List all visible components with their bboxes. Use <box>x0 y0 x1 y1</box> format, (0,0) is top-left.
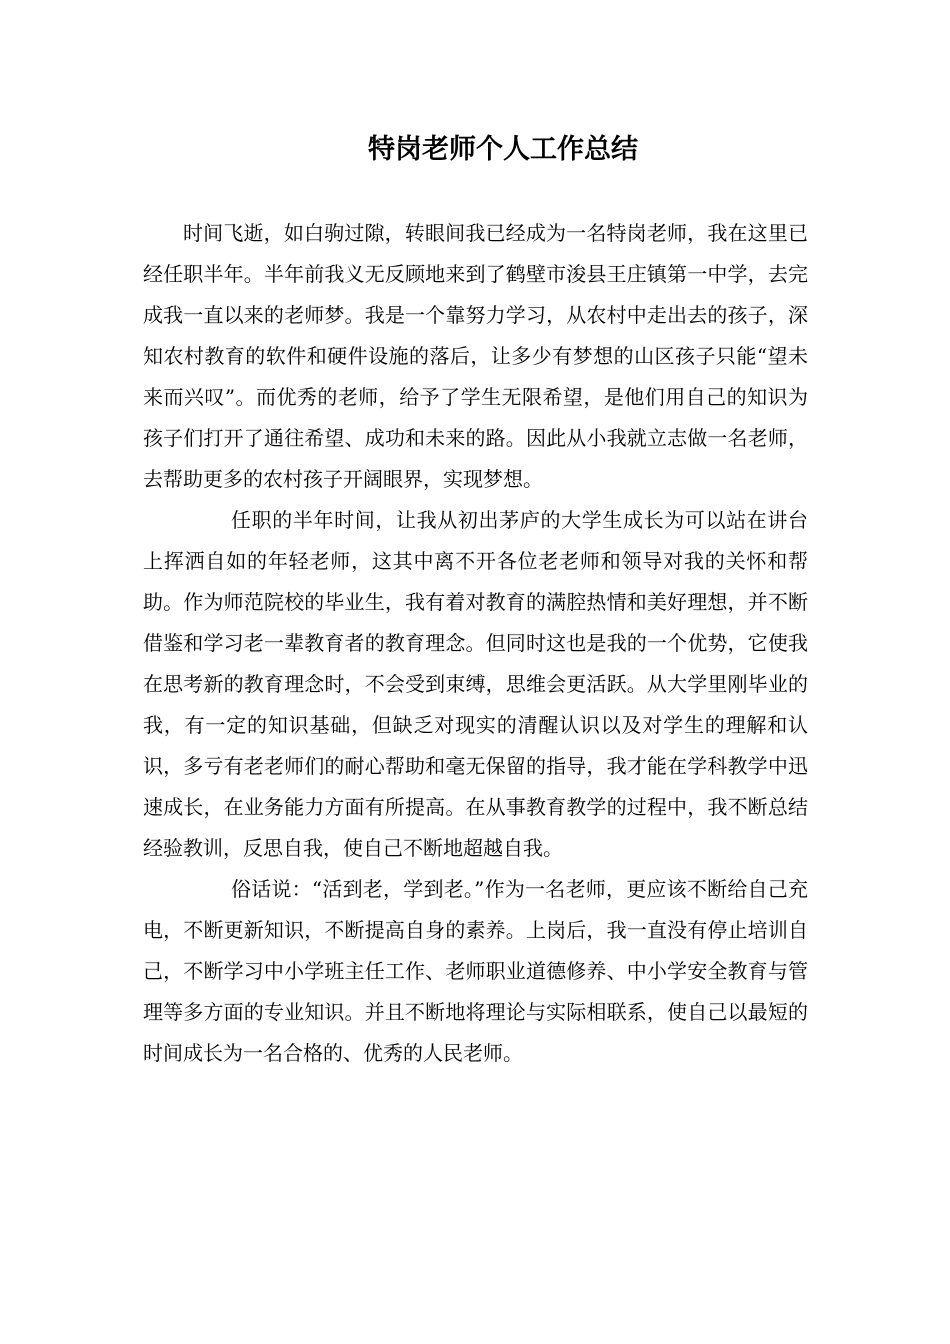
paragraph-intro: 时间飞逝，如白驹过隙，转眼间我已经成为一名特岗老师，我在这里已经任职半年。半年前我义无反顾地来到了鹤壁市浚县王庄镇第一中学，去完成我一直以来的老师梦。我是一个靠努力学习，从农村中走出去的孩子，深知农村教育的软件和硬件设施的落后，让多少有梦想的山区孩子只能“望未来而兴叹”。而优秀的老师，给予了学生无限希望，是他们用自己的知识为孩子们打开了通往希望、成功和未来的路。因此从小我就立志做一名老师，去帮助更多的农村孩子开阔眼界，实现梦想。 <box>143 221 808 491</box>
document-title: 特岗老师个人工作总结 <box>368 134 638 165</box>
paragraph-learning: 俗话说：“活到老，学到老。”作为一名老师，更应该不断给自己充电，不断更新知识，不断提高自身的素养。上岗后，我一直没有停止培训自己，不断学习中小学班主任工作、老师职业道德修养、中小学安全教育与管理等多方面的专业知识。并且不断地将理论与实际相联系，使自己以最短的时间成长为一名合格的、优秀的人民老师。 <box>143 877 808 1065</box>
paragraph-growth: 任职的半年时间，让我从初出茅庐的大学生成长为可以站在讲台上挥洒自如的年轻老师，这其中离不开各位老老师和领导对我的关怀和帮助。作为师范院校的毕业生，我有着对教育的满腔热情和美好理想，并不断借鉴和学习老一辈教育者的教育理念。但同时这也是我的一个优势，它使我在思考新的教育理念时，不会受到束缚，思维会更活跃。从大学里刚毕业的我，有一定的知识基础，但缺乏对现实的清醒认识以及对学生的理解和认识，多亏有老老师们的耐心帮助和毫无保留的指导，我才能在学科教学中迅速成长，在业务能力方面有所提高。在从事教育教学的过程中，我不断总结经验教训，反思自我，使自己不断地超越自我。 <box>143 508 808 860</box>
document-body <box>143 213 808 1074</box>
